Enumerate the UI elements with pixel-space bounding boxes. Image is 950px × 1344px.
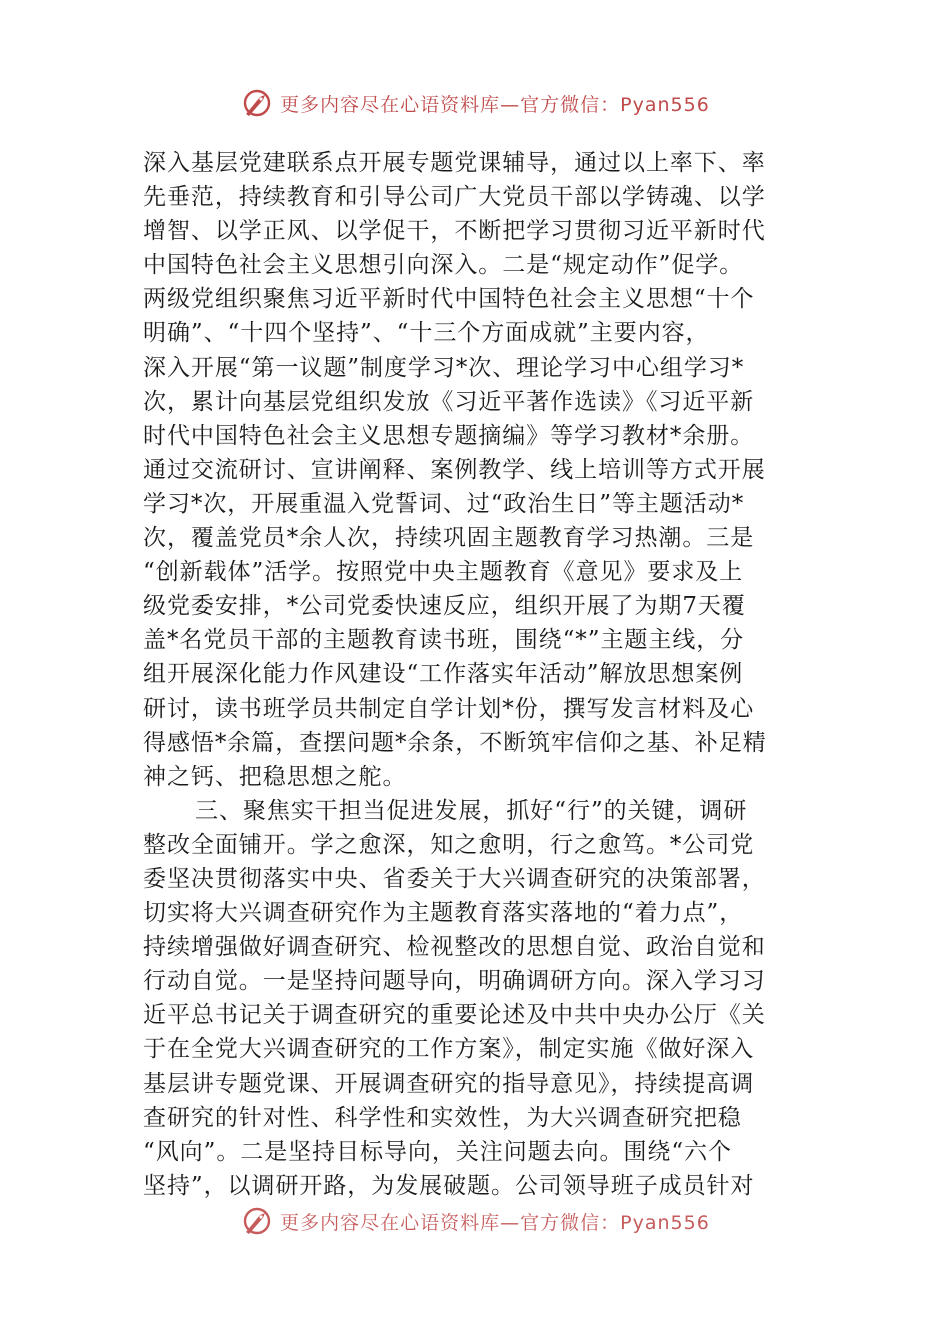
text-line: 次，累计向基层党组织发放《习近平著作选读》《习近平新 (143, 388, 755, 415)
text-line: 神之钙、把稳思想之舵。 (143, 763, 407, 790)
text-line: 得感悟*余篇，查摆问题*余条，不断筑牢信仰之基、补足精 (143, 729, 767, 756)
text-line: 委坚决贯彻落实中央、省委关于大兴调查研究的决策部署， (143, 865, 766, 892)
text-line: 通过交流研讨、宣讲阐释、案例教学、线上培训等方式开展 (143, 456, 766, 483)
text-line: 基层讲专题党课、开展调查研究的指导意见》，持续提高调 (143, 1070, 755, 1097)
text-line: 两级党组织聚焦习近平新时代中国特色社会主义思想“十个 (143, 286, 755, 313)
text-line: 近平总书记关于调查研究的重要论述及中共中央办公厅《关 (143, 1002, 766, 1029)
text-line: 深入基层党建联系点开展专题党课辅导，通过以上率下、率 (143, 150, 766, 176)
header-watermark (0, 86, 950, 120)
text-line: 时代中国特色社会主义思想专题摘编》等学习教材*余册。 (143, 422, 755, 449)
text-line: 坚持”，以调研开路，为发展破题。公司领导班子成员针对 (143, 1172, 755, 1199)
text-line: 明确”、“十四个坚持”、“十三个方面成就”主要内容， (143, 320, 710, 347)
watermark-text: 更多内容尽在心语资料库—官方微信：Pyan556 (280, 1211, 710, 1234)
pen-logo-icon (240, 86, 274, 120)
text-line: 组开展深化能力作风建设“工作落实年活动”解放思想案例 (143, 661, 744, 688)
text-line: 级党委安排，*公司党委快速反应，组织开展了为期7天覆 (143, 593, 746, 620)
footer-watermark (0, 1204, 950, 1238)
text-line: 整改全面铺开。学之愈深，知之愈明，行之愈笃。*公司党 (143, 831, 755, 858)
text-line: 行动自觉。一是坚持问题导向，明确调研方向。深入学习习 (143, 968, 766, 995)
text-line: 学习*次，开展重温入党誓词、过“政治生日”等主题活动* (143, 490, 745, 517)
text-line: 中国特色社会主义思想引向深入。二是“规定动作”促学。 (143, 252, 744, 279)
text-line: 切实将大兴调查研究作为主题教育落实落地的“着力点”， (143, 900, 744, 927)
text-line: 持续增强做好调查研究、检视整改的思想自觉、政治自觉和 (143, 934, 766, 961)
section-heading-line: 三、聚焦实干担当促进发展，抓好“行”的关键，调研 (195, 797, 748, 824)
watermark-text: 更多内容尽在心语资料库—官方微信：Pyan556 (280, 93, 710, 116)
text-line: 查研究的针对性、科学性和实效性，为大兴调查研究把稳 (143, 1104, 742, 1131)
text-line: “风向”。二是坚持目标导向，关注问题去向。围绕“六个 (143, 1138, 732, 1165)
text-line: 次，覆盖党员*余人次，持续巩固主题教育学习热潮。三是 (143, 525, 755, 552)
text-line: 深入开展“第一议题”制度学习*次、理论学习中心组学习* (143, 354, 745, 381)
document-body (143, 146, 813, 1203)
text-line: 盖*名党员干部的主题教育读书班，围绕“*”主题主线，分 (143, 627, 745, 654)
text-line: “创新载体”活学。按照党中央主题教育《意见》要求及上 (143, 559, 744, 586)
text-line: 先垂范，持续教育和引导公司广大党员干部以学铸魂、以学 (143, 184, 766, 211)
text-line: 研讨，读书班学员共制定自学计划*份，撰写发言材料及心 (143, 695, 755, 722)
pen-logo-icon (240, 1204, 274, 1238)
text-line: 增智、以学正风、以学促干，不断把学习贯彻习近平新时代 (143, 218, 766, 245)
text-line: 于在全党大兴调查研究的工作方案》，制定实施《做好深入 (143, 1036, 755, 1063)
